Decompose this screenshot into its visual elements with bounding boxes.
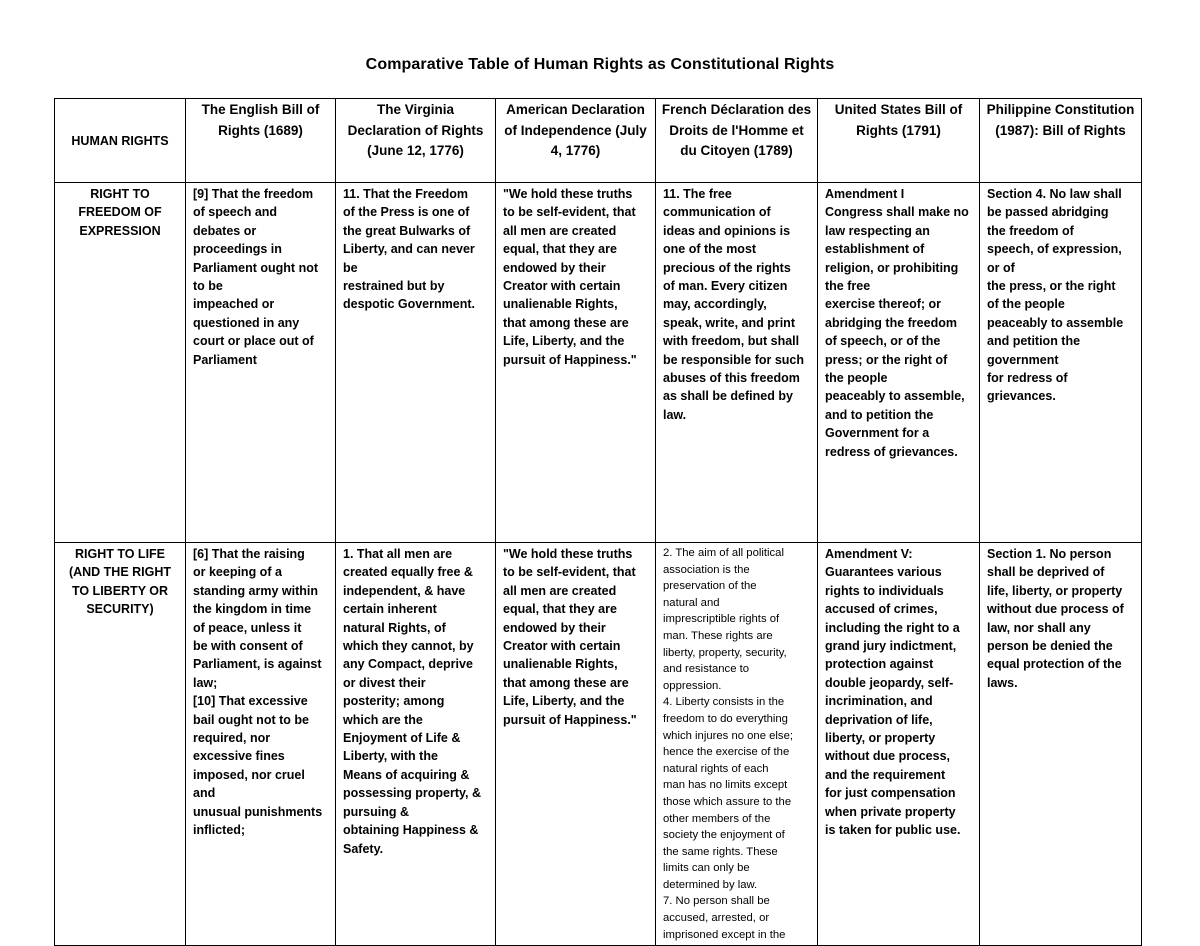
cell-text: 2. The aim of all political association is the preservation of the natural and imprescriptible rights of man. These rights are liberty, property, security, and resistance to oppression. 4. Liberty consists in the freedom to do everything which injures no one else; hence the exercise of the natural rights of each man has no limits except those which assure to the other members of the society the enjoyment of the same rights. These limits can only be determined by law. 7. No person shall be accused, arrested, or imprisoned except in the: [663, 547, 793, 941]
cell-english: [186, 183, 336, 543]
cell-american: [496, 183, 656, 543]
header-philippine-constitution: Philippine Constitution (1987): Bill of Rights: [980, 99, 1142, 183]
comparison-table: [54, 98, 1142, 946]
cell-text: [6] That the raising or keeping of a standing army within the kingdom in time of peace, unless it be with consent of Parliament, is against law; [10] That excessive bail ought not to be required, nor excessive fines imposed, nor cruel and unusual punishments inflicted;: [193, 547, 323, 838]
document-title: Comparative Table of Human Rights as Constitutional Rights: [365, 56, 835, 73]
cell-text: Amendment I Congress shall make no law respecting an establishment of religion, or prohibiting the free exercise thereof; or abridging the freedom of speech, or of the press; or the right of the people peaceably to assemble, and to petition the Government for a redress of grievances.: [825, 187, 969, 459]
cell-text: Amendment V: Guarantees various rights to individuals accused of crimes, including the right to a grand jury indictment, protection against double jeopardy, self- incrimination, and deprivation of life, liberty, or property without due process, and the requirement for just compensation when private property is taken for public use.: [825, 547, 961, 838]
cell-text: "We hold these truths to be self-evident, that all men are created equal, that they are endowed by their Creator with certain unalienable Rights, that among these are Life, Liberty, and the pursuit of Happiness.": [503, 187, 637, 367]
cell-text: [9] That the freedom of speech and debates or proceedings in Parliament ought not to be impeached or questioned in any court or place out of Parliament: [193, 187, 318, 367]
header-french-declaration: French Déclaration des Droits de l'Homme et du Citoyen (1789): [656, 99, 818, 183]
cell-text: RIGHT TO LIFE (AND THE RIGHT TO LIBERTY OR SECURITY): [68, 547, 172, 617]
cell-philippine: [980, 543, 1142, 946]
cell-text: 11. That the Freedom of the Press is one of the great Bulwarks of Liberty, and can never be restrained but by despotic Government.: [343, 187, 475, 312]
cell-text: Section 1. No person shall be deprived of life, liberty, or property without due process of law, nor shall any person be denied the equal protection of the laws.: [987, 547, 1124, 690]
header-row: [55, 99, 1142, 183]
table-row: [55, 543, 1142, 946]
cell-text: 11. The free communication of ideas and opinions is one of the most precious of the rights of man. Every citizen may, accordingly, speak, write, and print with freedom, but shall be responsible for such abuses of this freedom as shall be defined by law.: [663, 187, 805, 422]
row-label-life: [55, 543, 186, 946]
header-american-declaration: American Declaration of Independence (July 4, 1776): [496, 99, 656, 183]
cell-philippine: [980, 183, 1142, 543]
header-virginia-declaration: The Virginia Declaration of Rights (June 12, 1776): [336, 99, 496, 183]
cell-us: [818, 183, 980, 543]
header-human-rights: HUMAN RIGHTS: [55, 99, 186, 183]
cell-text: "We hold these truths to be self-evident, that all men are created equal, that they are endowed by their Creator with certain unalienable Rights, that among these are Life, Liberty, and the pursuit of Happiness.": [503, 547, 637, 727]
header-english-bill: The English Bill of Rights (1689): [186, 99, 336, 183]
cell-virginia: [336, 183, 496, 543]
cell-french: [656, 183, 818, 543]
cell-text: 1. That all men are created equally free & independent, & have certain inherent natural Rights, of which they cannot, by any Compact, deprive or divest their posterity; among which are the Enjoyment of Life & Liberty, with the Means of acquiring & possessing property, & pursuing & obtaining Happiness & Safety.: [343, 547, 481, 856]
row-label-expression: [55, 183, 186, 543]
header-us-bill: United States Bill of Rights (1791): [818, 99, 980, 183]
cell-text: Section 4. No law shall be passed abridging the freedom of speech, of expression, or of the press, or the right of the people peaceably to assemble and petition the government for redress of grievances.: [987, 187, 1124, 404]
cell-text: RIGHT TO FREEDOM OF EXPRESSION: [78, 187, 162, 238]
cell-english: [186, 543, 336, 946]
cell-american: [496, 543, 656, 946]
table-row: [55, 183, 1142, 543]
cell-us: [818, 543, 980, 946]
cell-virginia: [336, 543, 496, 946]
cell-french: [656, 543, 818, 946]
